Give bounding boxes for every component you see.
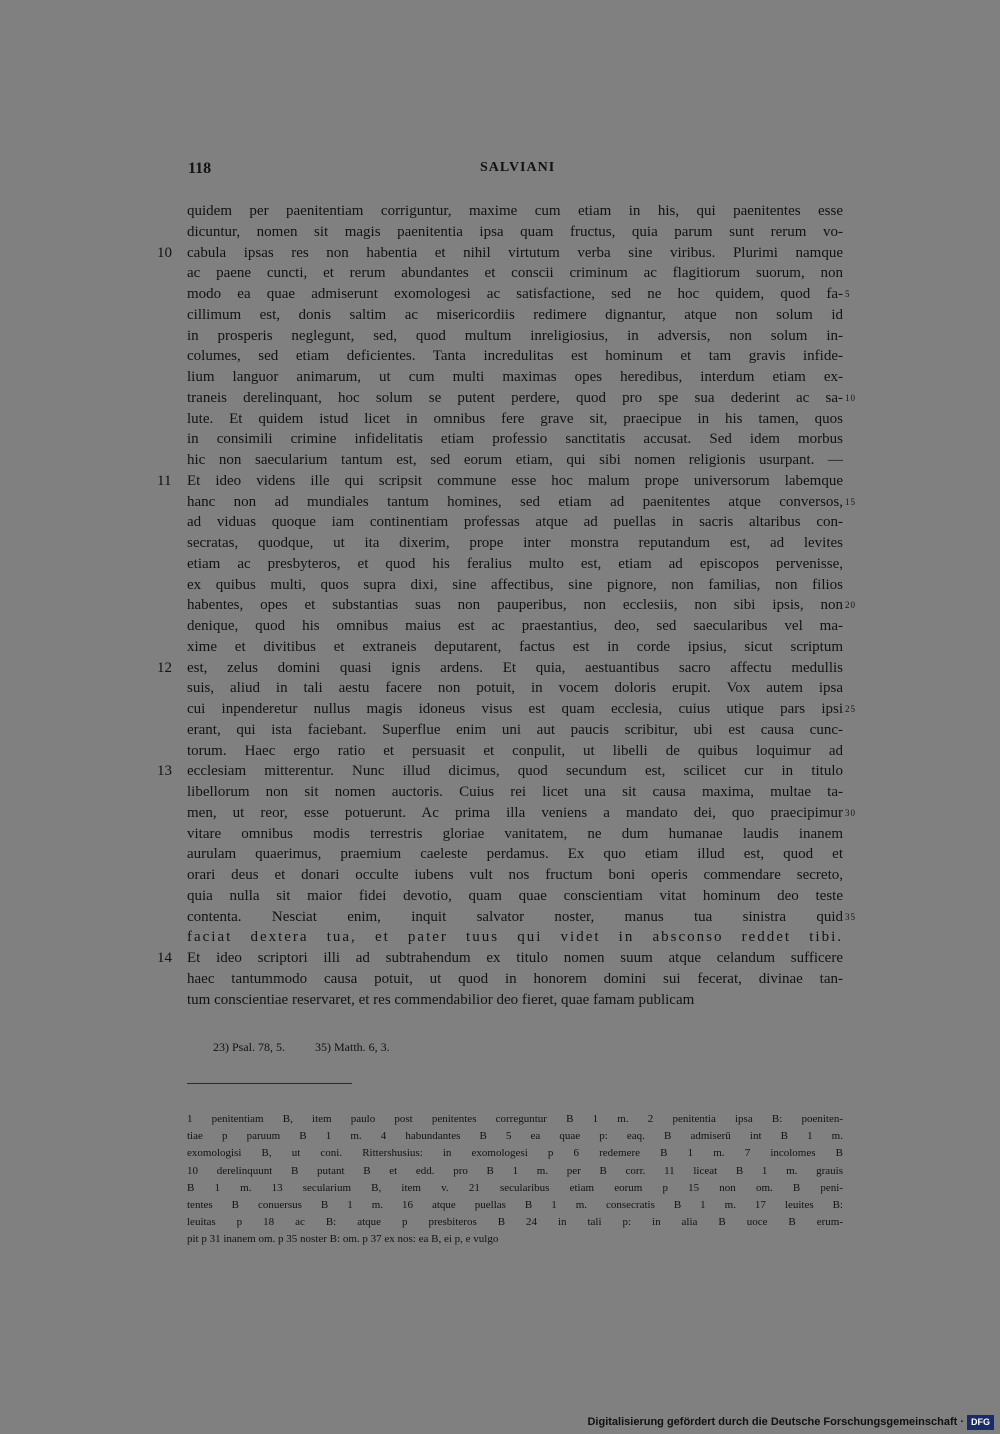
apparatus-text: B 1 m. 13 secularium B, item v. 21 secularibus etiam eorum p 15 non om. B peni-: [187, 1181, 843, 1194]
text-line: [0, 450, 1000, 471]
apparatus-line: [0, 1145, 1000, 1162]
line-text: est, zelus domini quasi ignis ardens. Et quia, aestuantibus sacro affectu medullis: [187, 659, 843, 676]
line-text: aurulam quaerimus, praemium caeleste perdamus. Ex quo etiam illud est, quod et: [187, 846, 843, 863]
text-line: [0, 305, 1000, 326]
text-line: [0, 990, 1000, 1011]
margin-line-number: 25: [845, 704, 856, 714]
apparatus-line: [0, 1163, 1000, 1180]
text-line: [0, 222, 1000, 243]
text-line: [0, 533, 1000, 554]
text-line: [0, 761, 1000, 782]
text-line: [0, 720, 1000, 741]
running-title: SALVIANI: [480, 160, 556, 175]
line-text: ad viduas quoque iam continentiam professas atque ad puellas in sacris altaribus con-: [187, 514, 843, 531]
line-text: cillimum est, donis saltim ac misericordiis redimere dignantur, atque non solum id: [187, 306, 843, 323]
line-text: libellorum non sit nomen auctoris. Cuius rei licet una sit causa maxima, multae ta-: [187, 784, 843, 800]
line-text: hic non saecularium tantum est, sed eorum etiam, qui sibi nomen religionis usurpant. —: [187, 452, 843, 468]
line-text: lute. Et quidem istud licet in omnibus fere grave sit, praecipue in his tamen, quos: [187, 410, 843, 427]
footnote-divider: [187, 1083, 352, 1084]
page-number: 118: [188, 160, 212, 177]
text-line: [0, 741, 1000, 762]
text-line: [0, 554, 1000, 575]
text-line: [0, 367, 1000, 388]
text-line: [0, 512, 1000, 533]
line-text: vitare omnibus modis terrestris gloriae vanitatem, ne dum humanae laudis inanem: [187, 825, 843, 842]
line-text: secratas, quodque, ut ita dixerim, prope inter monstra reputandum est, ad levites: [187, 535, 843, 551]
line-text: Et ideo videns ille qui scripsit commune esse hoc malum prope universorum labemque: [187, 472, 843, 489]
text-line: [0, 575, 1000, 596]
line-text: tum conscientiae reservaret, et res commendabilior deo fieret, quae famam publicam: [187, 991, 695, 1008]
apparatus-line: [0, 1180, 1000, 1197]
apparatus-text: 1 penitentiam B, item paulo post penitentes correguntur B 1 m. 2 penitentia ipsa B: poeniten-: [187, 1113, 843, 1125]
margin-line-number: 10: [845, 392, 856, 403]
text-line: [0, 782, 1000, 803]
margin-line-number: 5: [845, 289, 851, 299]
line-text: quidem per paenitentiam corriguntur, maxime cum etiam in his, qui paenitentes esse: [187, 203, 843, 219]
line-text: traneis derelinquant, hoc solum se putent perdere, quod pro spe sua dederint ac sa-: [187, 389, 843, 406]
section-number: 11: [157, 472, 172, 489]
section-number: 12: [157, 659, 172, 676]
apparatus-text: 10 derelinquunt B putant B et edd. pro B 1 m. per B corr. 11 liceat B 1 m. grauis: [187, 1164, 843, 1177]
line-text: suis, aliud in tali aestu facere non potuit, in vocem doloris erupit. Vox autem ipsa: [187, 680, 843, 697]
line-text: columes, sed etiam deficientes. Tanta incredulitas est hominum et tam gravis infide-: [187, 348, 843, 365]
main-text-block: [0, 201, 1000, 1010]
text-line: [0, 429, 1000, 450]
section-number: 14: [157, 950, 172, 966]
text-line: [0, 471, 1000, 492]
apparatus-line: [0, 1128, 1000, 1145]
line-text: haec tantummodo causa potuit, ut quod in honorem domini sui fecerat, divinae tan-: [187, 970, 843, 987]
apparatus-line: [0, 1111, 1000, 1128]
line-text: ac paene cuncti, et rerum abundantes et conscii criminum ac flagitiorum suorum, non: [187, 265, 843, 282]
line-text: ecclesiam mitterentur. Nunc illud dicimus, quod secundum est, scilicet cur in titulo: [187, 763, 843, 780]
text-line: [0, 346, 1000, 367]
line-text: lium languor animarum, ut cum multi maximas opes heredibus, interdum etiam ex-: [187, 369, 843, 385]
section-number: 13: [157, 763, 172, 780]
scripture-citations: 23) Psal. 78, 5. 35) Matth. 6, 3.: [213, 1040, 390, 1054]
margin-line-number: 20: [845, 600, 856, 611]
apparatus-text: leuitas p 18 ac B: atque p presbiteros B 24 in tali p: in alia B uoce B erum-: [187, 1216, 843, 1229]
line-text: dicuntur, nomen sit magis paenitentia ipsa quam fructus, quia parum sunt rerum vo-: [187, 223, 843, 240]
line-text: Et ideo scriptori illi ad subtrahendum ex titulo nomen suum atque celandum sufficere: [187, 950, 843, 966]
text-line: [0, 824, 1000, 845]
apparatus-line: [0, 1231, 1000, 1248]
text-line: [0, 844, 1000, 865]
text-line: [0, 595, 1000, 616]
text-line: [0, 658, 1000, 679]
line-text: cui inpenderetur nullus magis idoneus visus est quam ecclesia, cuius utique pars ipsi: [187, 701, 843, 717]
text-line: [0, 969, 1000, 990]
text-line: [0, 409, 1000, 430]
section-number: 10: [157, 244, 172, 261]
line-text: erant, qui ista faciebant. Superflue enim uni aut paucis scribitur, ubi est causa cunc-: [187, 721, 843, 738]
dfg-logo-icon: DFG: [967, 1415, 994, 1430]
line-text: orari deus et donari occulte iubens vult nos fructum boni operis commendare secreto,: [187, 867, 843, 883]
margin-line-number: 15: [845, 496, 856, 507]
digitization-footer: [0, 1414, 1000, 1434]
line-text: contenta. Nesciat enim, inquit salvator noster, manus tua sinistra quid: [187, 908, 843, 925]
line-text: quia nulla sit maior fidei devotio, quam quae conscientiam vitat hominum deo teste: [187, 887, 843, 904]
line-text: habentes, opes et substantias suas non pauperibus, non ecclesiis, non sibi ipsis, non: [187, 597, 843, 614]
text-line: [0, 927, 1000, 948]
funding-notice: Digitalisierung gefördert durch die Deutsche Forschungsgemeinschaft ·: [587, 1416, 964, 1428]
text-line: [0, 886, 1000, 907]
line-text: torum. Haec ergo ratio et persuasit et conpulit, ut libelli de quibus loquimur ad: [187, 742, 843, 759]
line-text: faciat dextera tua, et pater tuus qui videt in absconso reddet tibi.: [187, 929, 843, 946]
text-line: [0, 948, 1000, 969]
margin-line-number: 30: [845, 807, 856, 818]
critical-apparatus: [0, 1111, 1000, 1249]
line-text: xime et divitibus et extraneis deputarent, factus est in corde ipsius, sicut scriptum: [187, 638, 843, 655]
text-line: [0, 492, 1000, 513]
text-line: [0, 637, 1000, 658]
text-line: [0, 699, 1000, 720]
text-line: [0, 865, 1000, 886]
line-text: hanc non ad mundiales tantum homines, sed etiam ad paenitentes atque conversos,: [187, 493, 843, 510]
apparatus-text: tiae p paruum B 1 m. 4 habundantes B 5 ea quae p: eaq. B admiserū int B 1 m.: [187, 1130, 843, 1143]
line-text: denique, quod his omnibus maius est ac praestantius, deo, sed saecularibus vel ma-: [187, 618, 843, 634]
text-line: [0, 616, 1000, 637]
apparatus-line: [0, 1214, 1000, 1231]
margin-line-number: 35: [845, 911, 856, 922]
apparatus-text: tentes B conuersus B 1 m. 16 atque puellas B 1 m. consecratis B 1 m. 17 leuites B:: [187, 1198, 843, 1211]
text-line: [0, 263, 1000, 284]
line-text: in prosperis neglegunt, sed, quod multum inreligiosius, in adversis, non solum in-: [187, 327, 843, 344]
text-line: [0, 388, 1000, 409]
apparatus-line: [0, 1197, 1000, 1214]
line-text: ex quibus multi, quos supra dixi, sine affectibus, sine pignore, non familias, non filios: [187, 576, 843, 593]
apparatus-text: pit p 31 inanem om. p 35 noster B: om. p 37 ex nos: ea B, ei p, e vulgo: [187, 1233, 499, 1246]
text-line: [0, 326, 1000, 347]
text-line: [0, 284, 1000, 305]
text-line: [0, 907, 1000, 928]
text-line: [0, 803, 1000, 824]
line-text: in consimili crimine infidelitatis etiam professio sanctitatis accusat. Sed idem morbus: [187, 431, 843, 448]
text-line: [0, 201, 1000, 222]
text-line: [0, 243, 1000, 264]
line-text: modo ea quae admiserunt exomologesi ac satisfactione, sed ne hoc quidem, quod fa-: [187, 286, 843, 302]
text-line: [0, 678, 1000, 699]
line-text: cabula ipsas res non habentia et nihil virtutum verba sine viribus. Plurimi namque: [187, 244, 843, 261]
line-text: etiam ac presbyteros, et quod his feralius multo est, etiam ad episcopos pervenisse,: [187, 555, 843, 572]
apparatus-text: exomologisi B, ut coni. Rittershusius: in exomologesi p 6 redemere B 1 m. 7 incolomes B: [187, 1147, 843, 1160]
line-text: men, ut reor, esse potuerunt. Ac prima illa veniens a mandato dei, quo praecipimur: [187, 804, 843, 821]
